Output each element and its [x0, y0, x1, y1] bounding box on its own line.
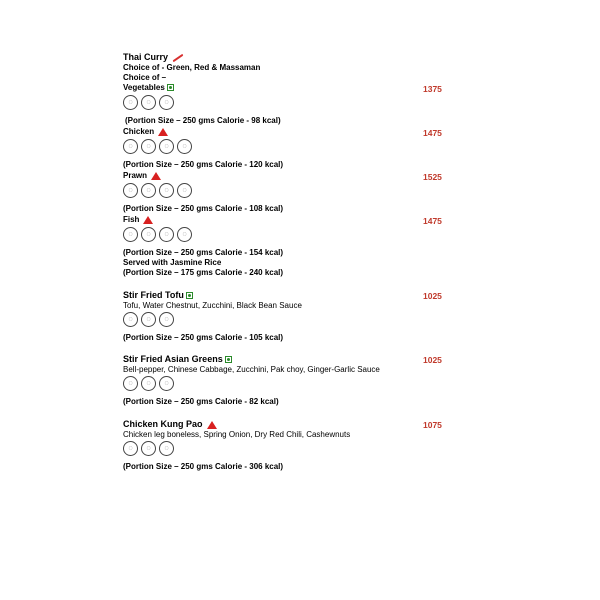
allergen-icon: ◌ — [123, 227, 138, 242]
allergen-icon: ◌ — [177, 227, 192, 242]
served-with: Served with Jasmine Rice — [123, 258, 222, 267]
veg-icon — [167, 84, 174, 91]
dish-name — [123, 354, 232, 364]
dish-price: 1075 — [423, 420, 442, 430]
allergen-icons — [123, 95, 174, 115]
allergen-icon: ◌ — [159, 183, 174, 198]
dish-price: 1025 — [423, 291, 442, 301]
item-price: 1475 — [423, 216, 442, 226]
portion-info: (Portion Size – 250 gms Calorie - 105 kcal) — [123, 333, 284, 342]
item-price: 1475 — [423, 128, 442, 138]
portion-info: (Portion Size – 250 gms Calorie - 98 kcal) — [125, 116, 281, 125]
allergen-icons — [123, 312, 174, 332]
dish-price: 1025 — [423, 355, 442, 365]
allergen-icons — [123, 183, 192, 203]
choice-line-2: Choice of – — [123, 73, 167, 82]
allergen-icon: ◌ — [159, 376, 174, 391]
item-name: Vegetables — [123, 83, 165, 92]
allergen-icons — [123, 227, 192, 247]
allergen-icon: ◌ — [141, 95, 156, 110]
dish-name — [123, 290, 193, 300]
allergen-icon: ◌ — [177, 183, 192, 198]
allergen-icon: ◌ — [141, 139, 156, 154]
allergen-icon: ◌ — [159, 227, 174, 242]
allergen-icon: ◌ — [159, 95, 174, 110]
dish-name-text: Chicken Kung Pao — [123, 419, 203, 429]
allergen-icon: ◌ — [159, 312, 174, 327]
allergen-icon: ◌ — [123, 183, 138, 198]
item-price: 1375 — [423, 84, 442, 94]
item-name: Prawn — [123, 171, 148, 180]
allergen-icon: ◌ — [141, 312, 156, 327]
item-name: Fish — [123, 215, 140, 224]
dish-name — [123, 419, 217, 429]
spicy-chili-icon — [173, 53, 184, 62]
allergen-icon: ◌ — [123, 441, 138, 456]
dish-description: Chicken leg boneless, Spring Onion, Dry Red Chili, Cashewnuts — [123, 430, 351, 439]
portion-info: (Portion Size – 175 gms Calorie - 240 kcal) — [123, 268, 284, 277]
allergen-icon: ◌ — [141, 183, 156, 198]
allergen-icon: ◌ — [123, 376, 138, 391]
portion-info: (Portion Size – 250 gms Calorie - 120 kcal) — [123, 160, 284, 169]
allergen-icons — [123, 441, 174, 461]
item-price: 1525 — [423, 172, 442, 182]
allergen-icon: ◌ — [123, 139, 138, 154]
item-name: Chicken — [123, 127, 155, 136]
veg-icon — [186, 292, 193, 299]
non-veg-icon — [151, 172, 161, 180]
portion-info: (Portion Size – 250 gms Calorie - 154 kcal) — [123, 248, 284, 257]
allergen-icon: ◌ — [159, 441, 174, 456]
item-name-chicken — [123, 127, 168, 137]
non-veg-icon — [158, 128, 168, 136]
portion-info: (Portion Size – 250 gms Calorie - 306 kcal) — [123, 462, 284, 471]
dish-description: Tofu, Water Chestnut, Zucchini, Black Bean Sauce — [123, 301, 302, 310]
section-title — [123, 52, 184, 62]
allergen-icon: ◌ — [141, 441, 156, 456]
veg-icon — [225, 356, 232, 363]
non-veg-icon — [207, 421, 217, 429]
item-name-prawn — [123, 171, 161, 181]
choice-line-1: Choice of - Green, Red & Massaman — [123, 63, 261, 72]
allergen-icon: ◌ — [123, 95, 138, 110]
portion-info: (Portion Size – 250 gms Calorie - 108 kcal) — [123, 204, 284, 213]
allergen-icon: ◌ — [141, 227, 156, 242]
allergen-icon: ◌ — [123, 312, 138, 327]
dish-description: Bell-pepper, Chinese Cabbage, Zucchini, Pak choy, Ginger-Garlic Sauce — [123, 365, 380, 374]
non-veg-icon — [143, 216, 153, 224]
dish-name-text: Stir Fried Tofu — [123, 290, 184, 300]
item-name-fish — [123, 215, 153, 225]
portion-info: (Portion Size – 250 gms Calorie - 82 kcal) — [123, 397, 279, 406]
allergen-icons — [123, 376, 174, 396]
allergen-icon: ◌ — [141, 376, 156, 391]
dish-name-text: Stir Fried Asian Greens — [123, 354, 223, 364]
allergen-icons — [123, 139, 192, 159]
allergen-icon: ◌ — [177, 139, 192, 154]
allergen-icon: ◌ — [159, 139, 174, 154]
item-name-vegetables — [123, 83, 174, 93]
section-title-text: Thai Curry — [123, 52, 169, 62]
